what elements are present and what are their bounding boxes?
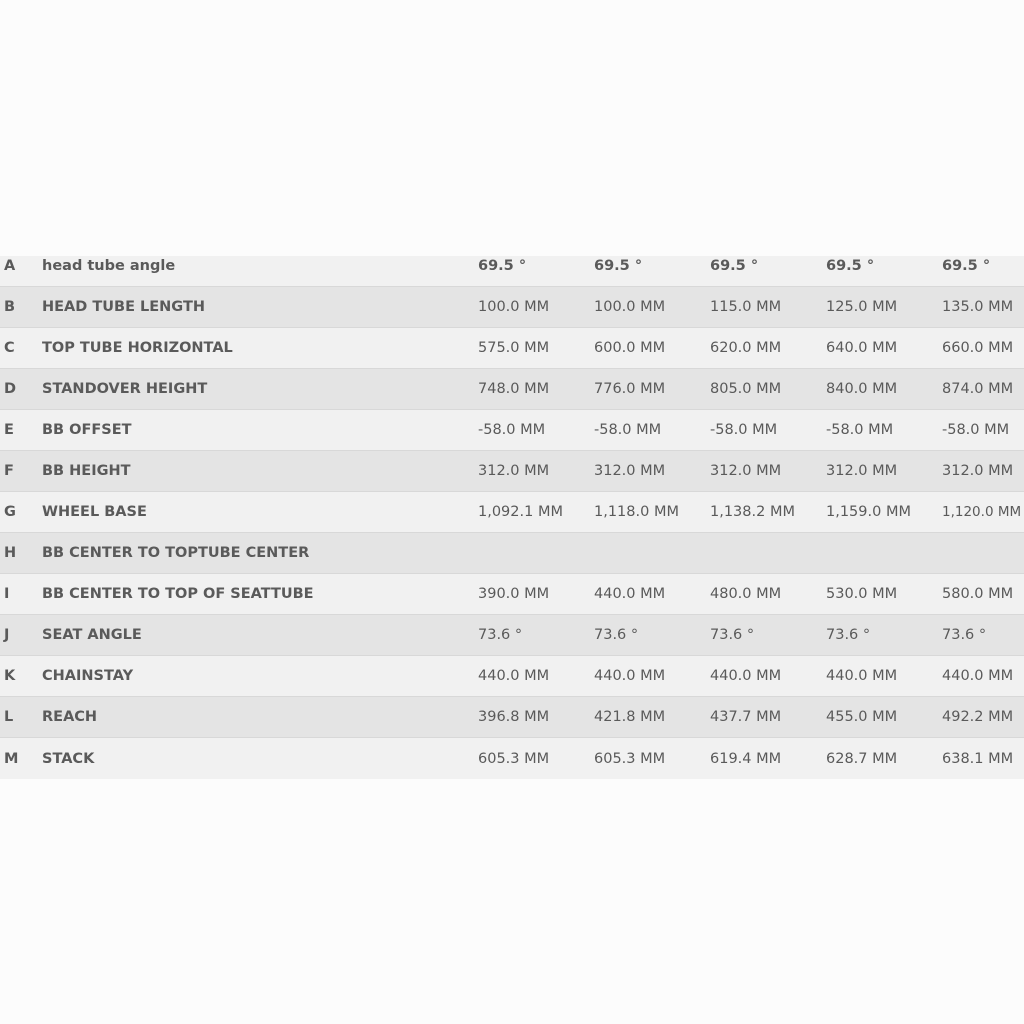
table-row-a — [0, 256, 1024, 287]
row-label: BB HEIGHT — [42, 463, 131, 479]
row-value: 600.0 MM — [594, 340, 666, 356]
row-value: 440.0 MM — [594, 586, 666, 602]
row-letter: F — [4, 463, 14, 479]
row-value: 73.6 ° — [710, 627, 755, 643]
row-value: 312.0 MM — [710, 463, 782, 479]
row-value: 874.0 MM — [942, 381, 1014, 397]
table-row-l — [0, 697, 1024, 738]
row-label: BB OFFSET — [42, 422, 132, 438]
row-value: -58.0 MM — [710, 422, 778, 438]
row-label: BB CENTER TO TOP OF SEATTUBE — [42, 586, 314, 602]
row-value: 660.0 MM — [942, 340, 1014, 356]
row-value: -58.0 MM — [478, 422, 546, 438]
table-row-d — [0, 369, 1024, 410]
row-value: 575.0 MM — [478, 340, 550, 356]
row-value: 73.6 ° — [478, 627, 523, 643]
table-row-e — [0, 410, 1024, 451]
row-value: 440.0 MM — [478, 668, 550, 684]
row-letter: M — [4, 750, 19, 767]
row-value: 73.6 ° — [826, 627, 871, 643]
row-letter: I — [4, 586, 10, 602]
row-value: 437.7 MM — [710, 709, 782, 725]
row-value: 1,092.1 MM — [478, 504, 563, 520]
row-value: 440.0 MM — [710, 668, 782, 684]
row-value: 619.4 MM — [710, 750, 782, 767]
row-label: STANDOVER HEIGHT — [42, 381, 208, 397]
row-value: -58.0 MM — [826, 422, 894, 438]
row-value: 480.0 MM — [710, 586, 782, 602]
row-value: 440.0 MM — [594, 668, 666, 684]
row-value: 312.0 MM — [594, 463, 666, 479]
row-value: 1,138.2 MM — [710, 504, 795, 520]
row-value: 492.2 MM — [942, 709, 1014, 725]
row-value: 605.3 MM — [594, 750, 666, 767]
row-value: 805.0 MM — [710, 381, 782, 397]
row-label: head tube angle — [42, 258, 176, 274]
row-value: 1,120.0 MM — [942, 504, 1022, 520]
row-value: 73.6 ° — [594, 627, 639, 643]
row-value: 312.0 MM — [478, 463, 550, 479]
row-value: 312.0 MM — [942, 463, 1014, 479]
row-letter: B — [4, 299, 16, 315]
row-value: 73.6 ° — [942, 627, 987, 643]
table-row-k — [0, 656, 1024, 697]
row-value: 135.0 MM — [942, 299, 1014, 315]
table-row-i — [0, 574, 1024, 615]
row-value: 776.0 MM — [594, 381, 666, 397]
geometry-table — [0, 256, 1024, 779]
table-row-m — [0, 738, 1024, 779]
row-value: 100.0 MM — [594, 299, 666, 315]
row-letter: J — [4, 627, 10, 643]
row-value: 580.0 MM — [942, 586, 1014, 602]
row-value: 115.0 MM — [710, 299, 782, 315]
row-value: 1,118.0 MM — [594, 504, 679, 520]
row-value: -58.0 MM — [942, 422, 1010, 438]
row-value: 396.8 MM — [478, 709, 550, 725]
row-letter: L — [4, 709, 14, 725]
row-value: 620.0 MM — [710, 340, 782, 356]
row-label: HEAD TUBE LENGTH — [42, 299, 205, 315]
row-value: 748.0 MM — [478, 381, 550, 397]
table-row-c — [0, 328, 1024, 369]
row-value: 628.7 MM — [826, 750, 898, 767]
row-label: SEAT ANGLE — [42, 627, 142, 643]
table-row-h — [0, 533, 1024, 574]
table-row-f — [0, 451, 1024, 492]
row-value: 69.5 ° — [478, 258, 527, 274]
table-row-j — [0, 615, 1024, 656]
row-value: 100.0 MM — [478, 299, 550, 315]
row-value: 840.0 MM — [826, 381, 898, 397]
row-value: 640.0 MM — [826, 340, 898, 356]
row-letter: E — [4, 422, 14, 438]
row-value: 390.0 MM — [478, 586, 550, 602]
row-label: CHAINSTAY — [42, 668, 134, 684]
table-row-b — [0, 287, 1024, 328]
row-value: 530.0 MM — [826, 586, 898, 602]
row-value: 440.0 MM — [942, 668, 1014, 684]
row-value: 69.5 ° — [710, 258, 759, 274]
row-letter: D — [4, 381, 17, 397]
row-value: 312.0 MM — [826, 463, 898, 479]
table-row-g — [0, 492, 1024, 533]
row-value: 69.5 ° — [594, 258, 643, 274]
row-letter: K — [4, 668, 16, 684]
row-letter: C — [4, 340, 15, 356]
row-value: 605.3 MM — [478, 750, 550, 767]
row-value: 421.8 MM — [594, 709, 666, 725]
row-value: 1,159.0 MM — [826, 504, 911, 520]
row-value: 440.0 MM — [826, 668, 898, 684]
row-letter: G — [4, 504, 16, 520]
row-value: 69.5 ° — [826, 258, 875, 274]
row-value: 455.0 MM — [826, 709, 898, 725]
row-label: STACK — [42, 750, 95, 767]
row-label: REACH — [42, 709, 98, 725]
row-label: WHEEL BASE — [42, 504, 147, 520]
row-label: BB CENTER TO TOPTUBE CENTER — [42, 545, 310, 561]
row-value: 125.0 MM — [826, 299, 898, 315]
row-value: 69.5 ° — [942, 258, 991, 274]
row-letter: A — [4, 258, 16, 274]
row-label: TOP TUBE HORIZONTAL — [42, 340, 233, 356]
row-value: 638.1 MM — [942, 750, 1014, 767]
row-value: -58.0 MM — [594, 422, 662, 438]
row-letter: H — [4, 545, 17, 561]
